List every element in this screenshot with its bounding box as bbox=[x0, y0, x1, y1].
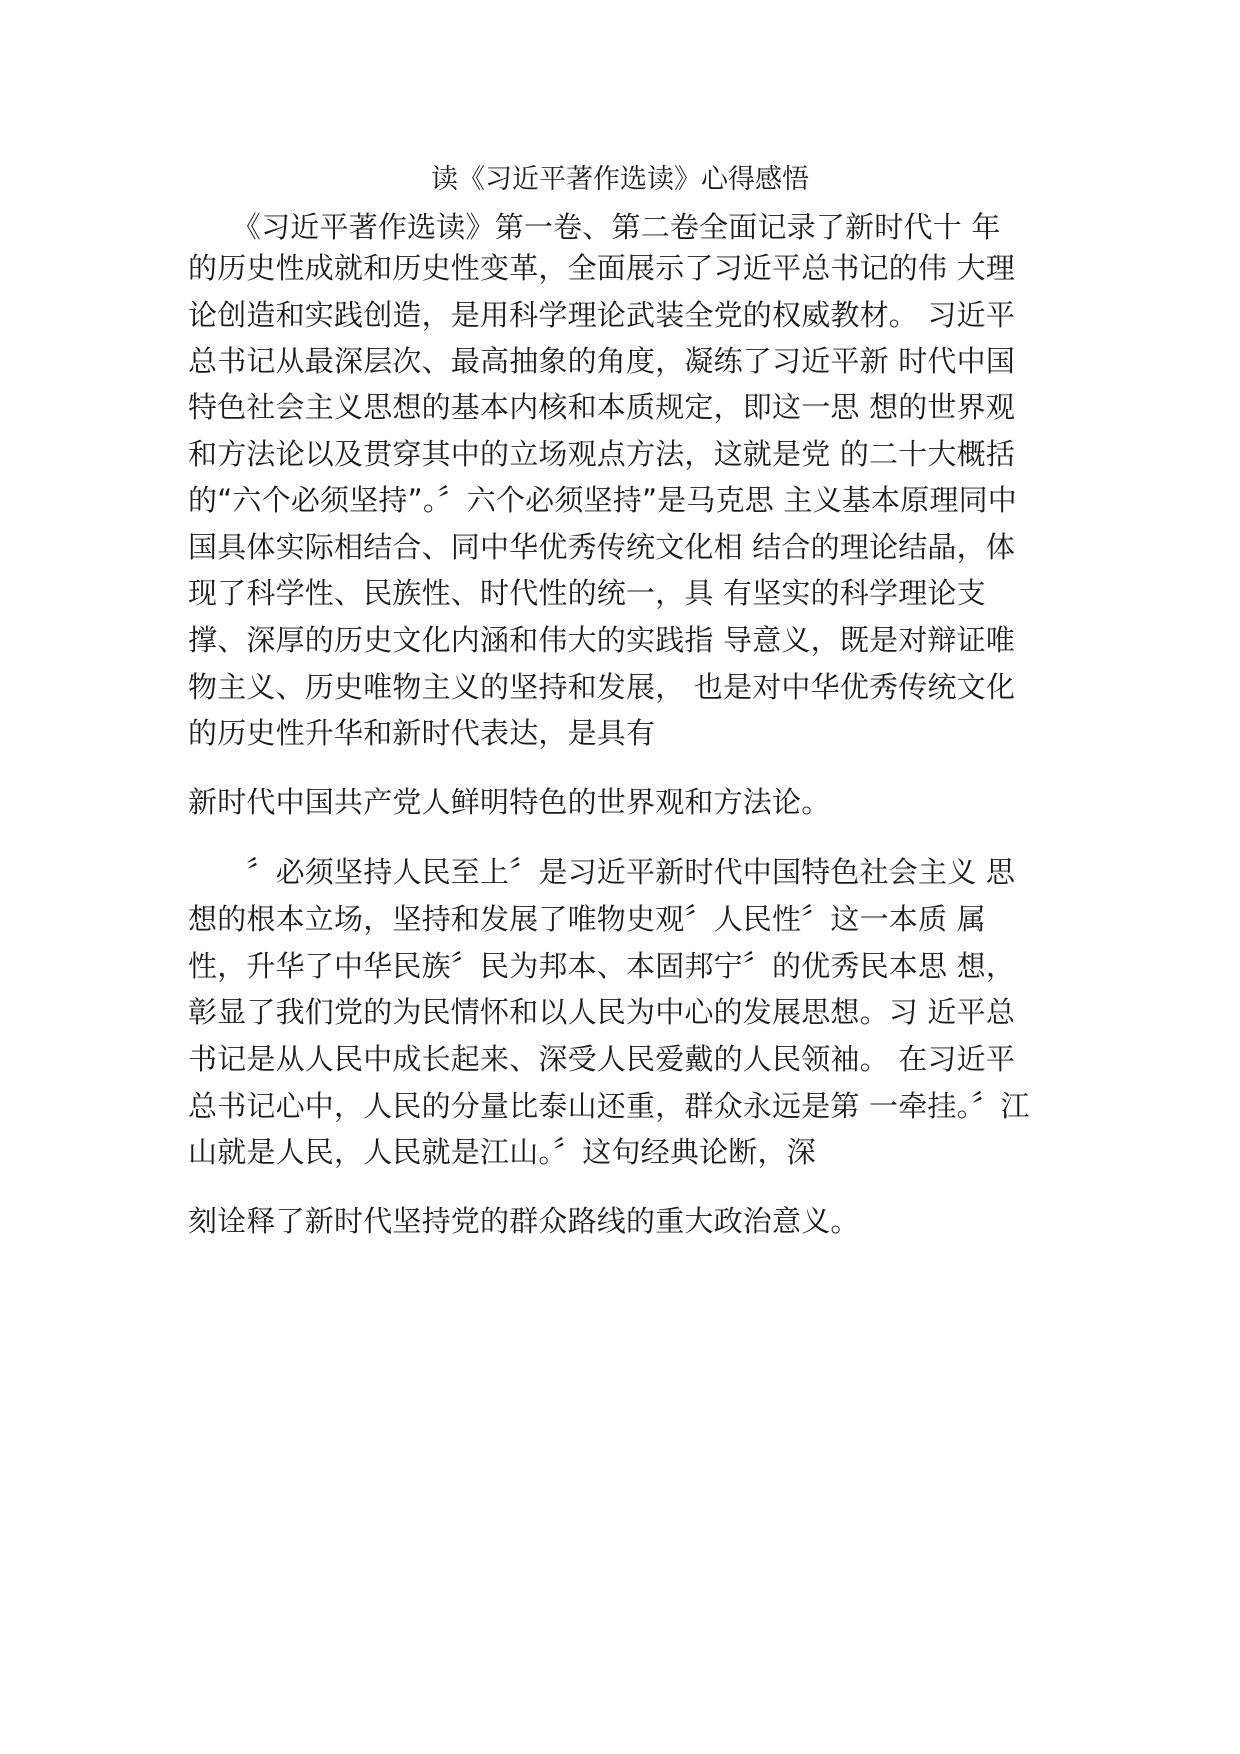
body-line: 论创造和实践创造，是用科学理论武装全党的权威教材。 习近平 bbox=[188, 298, 1016, 332]
body-line: 刻诠释了新时代坚持党的群众路线的重大政治意义。 bbox=[188, 1204, 860, 1238]
body-line: 总书记从最深层次、最高抽象的角度，凝练了习近平新 时代中国 bbox=[188, 344, 1016, 378]
body-line: 〞必须坚持人民至上〞是习近平新时代中国特色社会主义 思 bbox=[188, 855, 1016, 889]
body-line: 的历史性升华和新时代表达，是具有 bbox=[188, 716, 656, 750]
body-line: 和方法论以及贯穿其中的立场观点方法，这就是党 的二十大概括 bbox=[188, 437, 1016, 471]
body-line: 现了科学性、民族性、时代性的统一，具 有坚实的科学理论支 bbox=[188, 576, 986, 610]
body-line: 总书记心中，人民的分量比泰山还重，群众永远是第 一牵挂。〞江 bbox=[188, 1089, 1030, 1123]
body-line: 书记是从人民中成长起来、深受人民爱戴的人民领袖。 在习近平 bbox=[188, 1042, 1016, 1076]
body-line: 国具体实际相结合、同中华优秀传统文化相 结合的理论结晶，体 bbox=[188, 530, 1016, 564]
body-line: 物主义、历史唯物主义的坚持和发展， 也是对中华优秀传统文化 bbox=[188, 670, 1016, 704]
document-title: 读《习近平著作选读》心得感悟 bbox=[431, 164, 809, 195]
body-line: 的历史性成就和历史性变革，全面展示了习近平总书记的伟 大理 bbox=[188, 251, 1016, 285]
body-line: 想的根本立场，坚持和发展了唯物史观〞人民性〞这一本质 属 bbox=[188, 902, 986, 936]
body-line: 撑、深厚的历史文化内涵和伟大的实践指 导意义，既是对辩证唯 bbox=[188, 623, 1016, 657]
body-line: 性，升华了中华民族〞民为邦本、本固邦宁〞的优秀民本思 想， bbox=[188, 949, 1016, 983]
body-line: 彰显了我们党的为民情怀和以人民为中心的发展思想。习 近平总 bbox=[188, 995, 1016, 1029]
body-line: 新时代中国共产党人鲜明特色的世界观和方法论。 bbox=[188, 785, 831, 819]
body-line: 特色社会主义思想的基本内核和本质规定，即这一思 想的世界观 bbox=[188, 390, 1016, 424]
body-line: 的“六个必须坚持”。〞六个必须坚持”是马克思 主义基本原理同中 bbox=[188, 483, 1017, 517]
body-line: 山就是人民，人民就是江山。〞这句经典论断，深 bbox=[188, 1135, 816, 1169]
body-line: 《习近平著作选读》第一卷、第二卷全面记录了新时代十 年 bbox=[188, 210, 1001, 244]
